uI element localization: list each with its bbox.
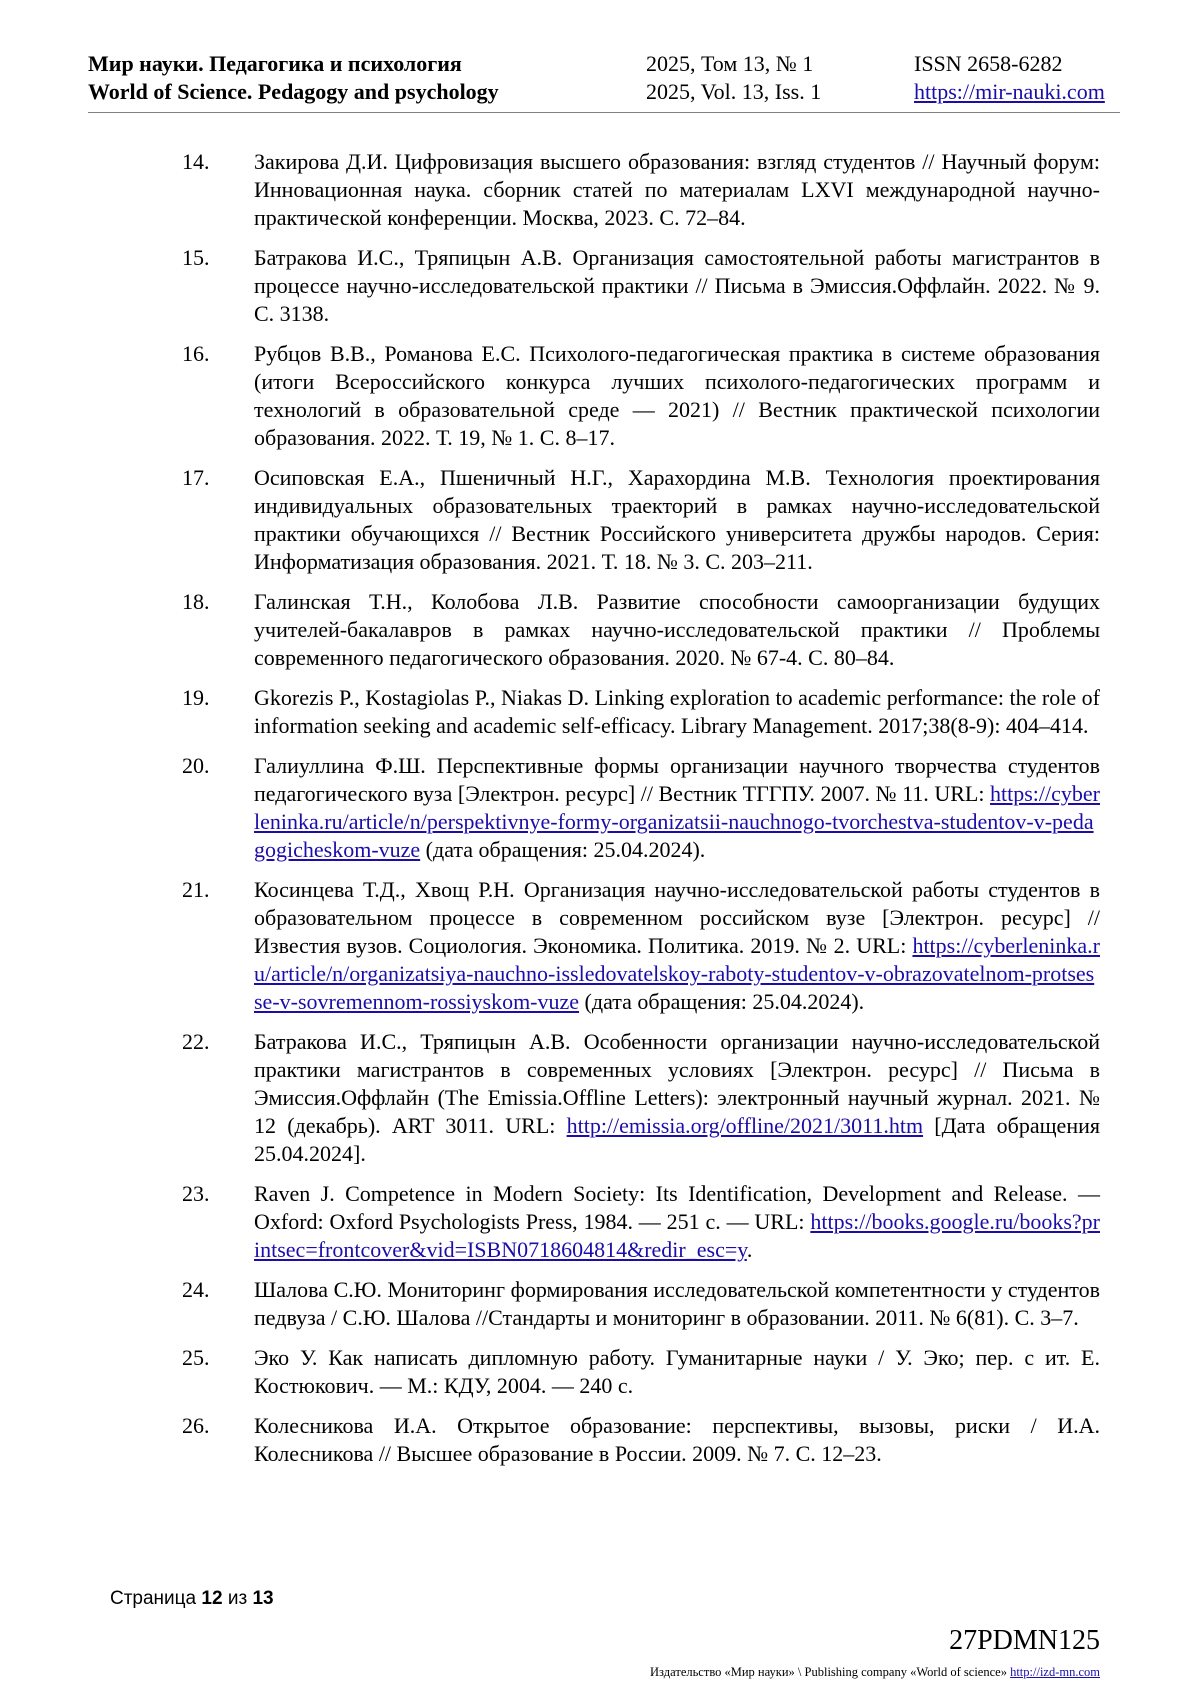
reference-body: Галинская Т.Н., Колобова Л.В. Развитие способности самоорганизации будущих учителей-бакалавров в рамках научно-исследовательской практики // Проблемы современного педагогического образования. 2020. № 67-4. С. 80–84. [254, 589, 1100, 670]
reference-body: Шалова С.Ю. Мониторинг формирования исследовательской компетентности у студентов педвуза / С.Ю. Шалова //Стандарты и мониторинг в образовании. 2011. № 6(81). С. 3–7. [254, 1277, 1100, 1330]
page-counter [110, 1588, 274, 1610]
reference-number: 22. [182, 1029, 210, 1054]
reference-body: Рубцов В.В., Романова Е.С. Психолого-педагогическая практика в системе образования (итоги Всероссийского конкурса лучших психолого-педагогических программ и технологий в образовательной среде — 2021) // Вестник практической психологии образования. 2022. Т. 19, № 1. С. 8–17. [254, 341, 1100, 450]
reference-text [254, 1412, 1100, 1468]
reference-list [182, 148, 1100, 1480]
reference-item [182, 1344, 1100, 1400]
reference-text [254, 244, 1100, 328]
reference-item [182, 1412, 1100, 1468]
reference-number: 19. [182, 685, 210, 710]
reference-number: 24. [182, 1277, 210, 1302]
reference-suffix: . [746, 1237, 753, 1262]
reference-suffix: (дата обращения: 25.04.2024). [420, 837, 706, 862]
issn: ISSN 2658-6282 [914, 51, 1063, 76]
reference-item [182, 752, 1100, 864]
reference-text [254, 1344, 1100, 1400]
reference-url[interactable]: https://cyberleninka.ru/article/n/perspektivnye-formy-organizatsii-nauchnogo-tvorchestva-studentov-v-pedagogicheskom-vuze [254, 781, 1100, 862]
reference-text [254, 148, 1100, 232]
reference-number: 15. [182, 245, 210, 270]
journal-title-ru: Мир науки. Педагогика и психология [88, 51, 462, 76]
reference-body: Raven J. Competence in Modern Society: Its Identification, Development and Release. — Oxford: Oxford Psychologists Press, 1984. — 251 с. — URL: [254, 1181, 1100, 1234]
reference-body: Осиповская Е.А., Пшеничный Н.Г., Харахордина М.В. Технология проектирования индивидуальных образовательных траекторий в рамках научно-исследовательской практики обучающихся // Вестник Российского университета дружбы народов. Серия: Информатизация образования. 2021. Т. 18. № 3. С. 203–211. [254, 465, 1100, 574]
reference-body: Батракова И.С., Тряпицын А.В. Организация самостоятельной работы магистрантов в процессе научно-исследовательской практики // Письма в Эмиссия.Оффлайн. 2022. № 9. С. 3138. [254, 245, 1100, 326]
site-url[interactable]: https://mir-nauki.com [914, 79, 1105, 104]
page-header [88, 50, 1118, 114]
reference-text [254, 464, 1100, 576]
reference-item [182, 1028, 1100, 1168]
reference-item [182, 684, 1100, 740]
reference-number: 21. [182, 877, 210, 902]
reference-body: Косинцева Т.Д., Хвощ Р.Н. Организация научно-исследовательской работы студентов в образовательном процессе в современном российском вузе [Электрон. ресурс] // Известия вузов. Социология. Экономика. Политика. 2019. № 2. URL: [254, 877, 1100, 958]
journal-title-en: World of Science. Pedagogy and psychology [88, 79, 499, 104]
reference-item [182, 340, 1100, 452]
publisher-line [650, 1665, 1100, 1680]
page-current: 12 [201, 1588, 223, 1609]
reference-body: Эко У. Как написать дипломную работу. Гуманитарные науки / У. Эко; пер. с ит. Е. Костюкович. — М.: КДУ, 2004. — 240 с. [254, 1345, 1100, 1398]
reference-text [254, 752, 1100, 864]
reference-number: 17. [182, 465, 210, 490]
reference-item [182, 244, 1100, 328]
reference-number: 25. [182, 1345, 210, 1370]
reference-number: 14. [182, 149, 210, 174]
reference-body: Gkorezis P., Kostagiolas P., Niakas D. Linking exploration to academic performance: the role of information seeking and academic self-efficacy. Library Management. 2017;38(8-9): 404–414. [254, 685, 1100, 738]
reference-item [182, 464, 1100, 576]
reference-url[interactable]: https://books.google.ru/books?printsec=frontcover&vid=ISBN0718604814&redir_esc=y [254, 1209, 1100, 1262]
page-label: Страница [110, 1588, 197, 1609]
reference-body: Колесникова И.А. Открытое образование: перспективы, вызовы, риски / И.А. Колесникова // Высшее образование в России. 2009. № 7. С. 12–23. [254, 1413, 1100, 1466]
reference-text [254, 684, 1100, 740]
reference-item [182, 876, 1100, 1016]
reference-suffix: [Дата обращения 25.04.2024]. [254, 1113, 1100, 1166]
reference-text [254, 340, 1100, 452]
reference-number: 23. [182, 1181, 210, 1206]
reference-text [254, 876, 1100, 1016]
page-of: из [227, 1588, 248, 1609]
header-divider [88, 112, 1120, 113]
reference-number: 16. [182, 341, 210, 366]
reference-body: Закирова Д.И. Цифровизация высшего образования: взгляд студентов // Научный форум: Инновационная наука. сборник статей по материалам LXVI международной научно-практической конференции. Москва, 2023. С. 72–84. [254, 149, 1100, 230]
publisher-url[interactable]: http://izd-mn.com [1010, 1665, 1100, 1679]
reference-suffix: (дата обращения: 25.04.2024). [579, 989, 865, 1014]
reference-item [182, 1180, 1100, 1264]
reference-item [182, 1276, 1100, 1332]
reference-text [254, 588, 1100, 672]
reference-item [182, 148, 1100, 232]
reference-text [254, 1180, 1100, 1264]
reference-url[interactable]: http://emissia.org/offline/2021/3011.htm [566, 1113, 924, 1138]
page-total: 13 [252, 1588, 274, 1609]
reference-body: Галиуллина Ф.Ш. Перспективные формы организации научного творчества студентов педагогического вуза [Электрон. ресурс] // Вестник ТГГПУ. 2007. № 11. URL: [254, 753, 1100, 806]
reference-number: 26. [182, 1413, 210, 1438]
reference-text [254, 1276, 1100, 1332]
volume-en: 2025, Vol. 13, Iss. 1 [646, 79, 822, 104]
reference-number: 20. [182, 753, 210, 778]
publisher-text: Издательство «Мир науки» \ Publishing company «World of science» [650, 1665, 1007, 1679]
reference-text [254, 1028, 1100, 1168]
reference-body: Батракова И.С., Тряпицын А.В. Особенности организации научно-исследовательской практики магистрантов в современных условиях [Электрон. ресурс] // Письма в Эмиссия.Оффлайн (The Emissia.Offline Letters): электронный научный журнал. 2021. № 12 (декабрь). ART 3011. URL: [254, 1029, 1100, 1138]
volume-ru: 2025, Том 13, № 1 [646, 51, 814, 76]
article-code: 27PDMN125 [949, 1625, 1100, 1656]
reference-number: 18. [182, 589, 210, 614]
reference-item [182, 588, 1100, 672]
site-link[interactable] [914, 78, 1105, 106]
reference-url[interactable]: https://cyberleninka.ru/article/n/organizatsiya-nauchno-issledovatelskoy-raboty-studentov-v-obrazovatelnom-protsesse-v-sovremennom-rossiyskom-vuze [254, 933, 1100, 1014]
